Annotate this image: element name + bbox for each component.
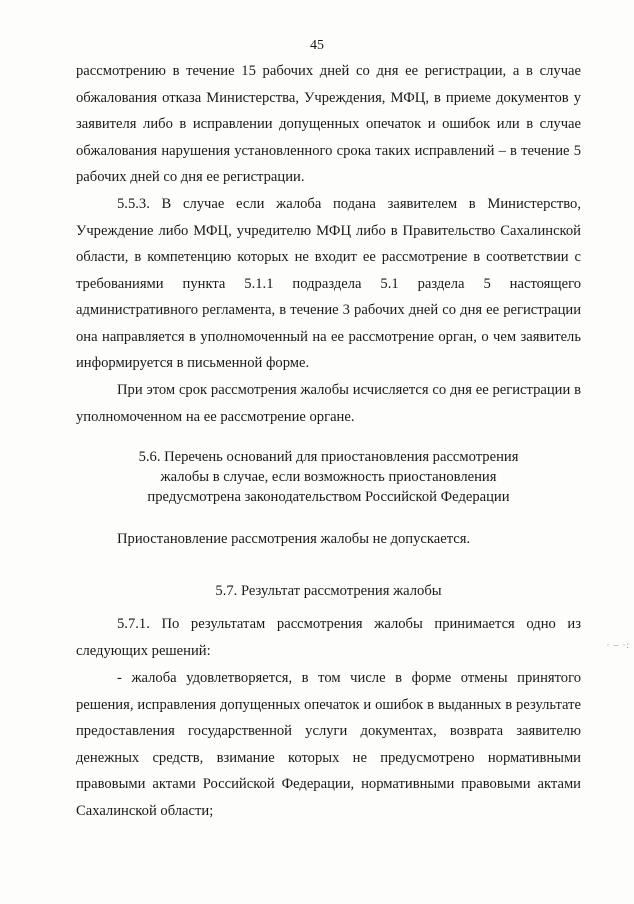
heading-5-6-line-3: предусмотрена законодательством Российской Федерации xyxy=(147,489,510,505)
paragraph-suspension: Приостановление рассмотрения жалобы не допускается. xyxy=(117,531,471,547)
list-item-satisfied: - жалоба удовлетворяется, в том числе в форме отмены принятого решения, исправления допущенных опечаток и ошибок в выданных в результате предоставления государственной услуги документах, возврата заявителю денежных средств, взимание которых не предусмотрено нормативными правовыми актами Российской Федерации, нормативными правовыми актами Сахалинской области; xyxy=(76,670,581,819)
paragraph-5-5-3: 5.5.3. В случае если жалоба подана заявителем в Министерство, Учреждение либо МФЦ, учредителю МФЦ либо в Правительство Сахалинской области, в компетенцию которых не входит ее рассмотрение в соответствии с требованиями пункта 5.1.1 подраздела 5.1 раздела 5 настоящего административного регламента, в течение 3 рабочих дней со дня ее регистрации она направляется в уполномоченный на ее рассмотрение орган, о чем заявитель информируется в письменной форме. xyxy=(76,196,581,371)
heading-5-7: 5.7. Результат рассмотрения жалобы xyxy=(215,583,442,599)
paragraph-5-7-1: 5.7.1. По результатам рассмотрения жалобы принимается одно из следующих решений: xyxy=(76,616,581,659)
heading-5-6 xyxy=(76,447,581,507)
heading-5-6-line-2: жалобы в случае, если возможность приостановления xyxy=(160,469,497,485)
clause-5-5-3 xyxy=(76,191,581,377)
scan-artifact: · – ·: xyxy=(606,640,630,650)
paragraph-continuation xyxy=(76,58,581,191)
page-number: 45 xyxy=(310,38,324,53)
clause-list-item xyxy=(76,665,581,824)
clause-term xyxy=(76,377,581,430)
paragraph-term: При этом срок рассмотрения жалобы исчисляется со дня ее регистрации в уполномоченном на ее рассмотрение органе. xyxy=(76,382,581,425)
heading-5-6-line-1: 5.6. Перечень оснований для приостановления рассмотрения xyxy=(138,449,519,465)
paragraph-1: рассмотрению в течение 15 рабочих дней со дня ее регистрации, а в случае обжалования отказа Министерства, Учреждения, МФЦ, в приеме документов у заявителя либо в исправлении допущенных опечаток и ошибок или в случае обжалования нарушения установленного срока таких исправлений – в течение 5 рабочих дней со дня ее регистрации. xyxy=(76,63,581,185)
clause-5-7-1 xyxy=(76,611,581,664)
